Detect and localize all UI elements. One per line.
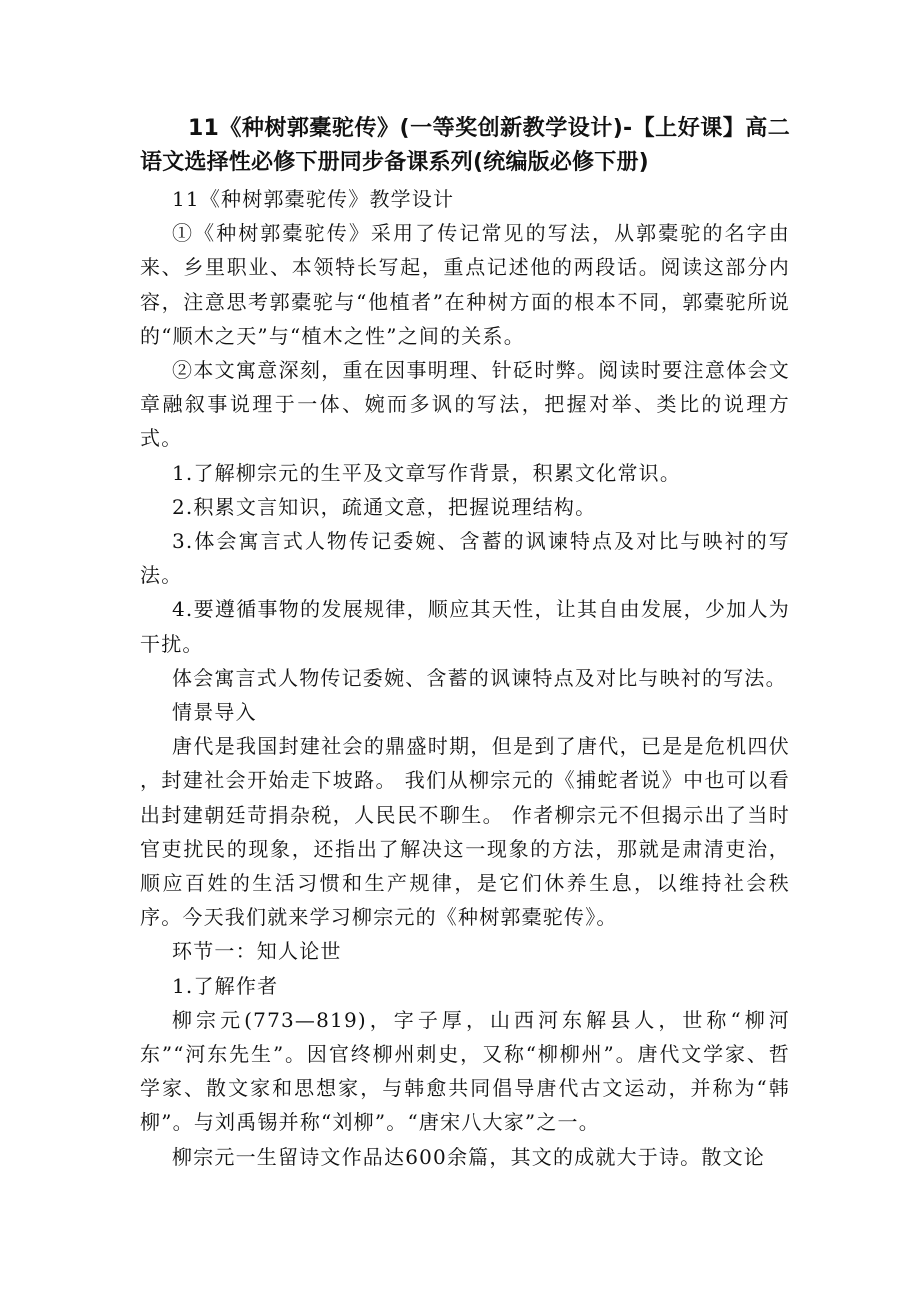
- objective-3: 3.体会寓言式人物传记委婉、含蓄的讽谏特点及对比与映衬的写法。: [140, 529, 790, 588]
- objective-2: 2.积累文言知识，疏通文意，把握说理结构。: [172, 494, 597, 519]
- section-heading-step1: 环节一：知人论世: [172, 939, 342, 964]
- objective-1: 1.了解柳宗元的生平及文章写作背景，积累文化常识。: [172, 460, 682, 485]
- key-difficulty: 体会寓言式人物传记委婉、含蓄的讽谏特点及对比与映衬的写法。: [172, 665, 787, 690]
- reading-note-2: ②本文寓意深刻，重在因事明理、针砭时弊。阅读时要注意体会文章融叙事说理于一体、婉而多讽的写法，把握对举、类比的说理方式。: [140, 358, 790, 451]
- subheading-author: 1.了解作者: [172, 973, 279, 998]
- objective-4: 4.要遵循事物的发展规律，顺应其天性，让其自由发展，少加人为干扰。: [140, 597, 790, 656]
- document-title: 11《种树郭橐驼传》(一等奖创新教学设计)-【上好课】高二语文选择性必修下册同步备课系列(统编版必修下册): [140, 116, 790, 175]
- section-heading-intro: 情景导入: [172, 700, 257, 725]
- intro-paragraph: 唐代是我国封建社会的鼎盛时期，但是到了唐代，已是是危机四伏 ，封建社会开始走下坡路。 我们从柳宗元的《捕蛇者说》中也可以看出封建朝廷苛捐杂税，人民民不聊生。 作者柳宗元不但揭示出了当时官吏扰民的现象，还指出了解决这一现象的方法，那就是肃清吏治，顺应百姓的生活习惯和生产规律，是它们休养生息，以维持社会秩序。今天我们就来学习柳宗元的《种树郭橐驼传》。: [140, 734, 790, 930]
- reading-note-1: ①《种树郭橐驼传》采用了传记常见的写法，从郭橐驼的名字由来、乡里职业、本领特长写起，重点记述他的两段话。阅读这部分内容，注意思考郭橐驼与“他植者”在种树方面的根本不同，郭橐驼所说的“顺木之天”与“植木之性”之间的关系。: [140, 221, 790, 348]
- subtitle-line: 11《种树郭橐驼传》教学设计: [172, 187, 455, 211]
- author-bio: 柳宗元(773—819)，字子厚，山西河东解县人，世称“柳河东”“河东先生”。因官终柳州刺史，又称“柳柳州”。唐代文学家、哲学家、散文家和思想家，与韩愈共同倡导唐代古文运动，并称为“韩柳”。与刘禹锡并称“刘柳”。“唐宋八大家”之一。: [140, 1007, 790, 1135]
- document-page: [140, 112, 790, 1174]
- works-paragraph: 柳宗元一生留诗文作品达600余篇，其文的成就大于诗。散文论: [172, 1144, 765, 1169]
